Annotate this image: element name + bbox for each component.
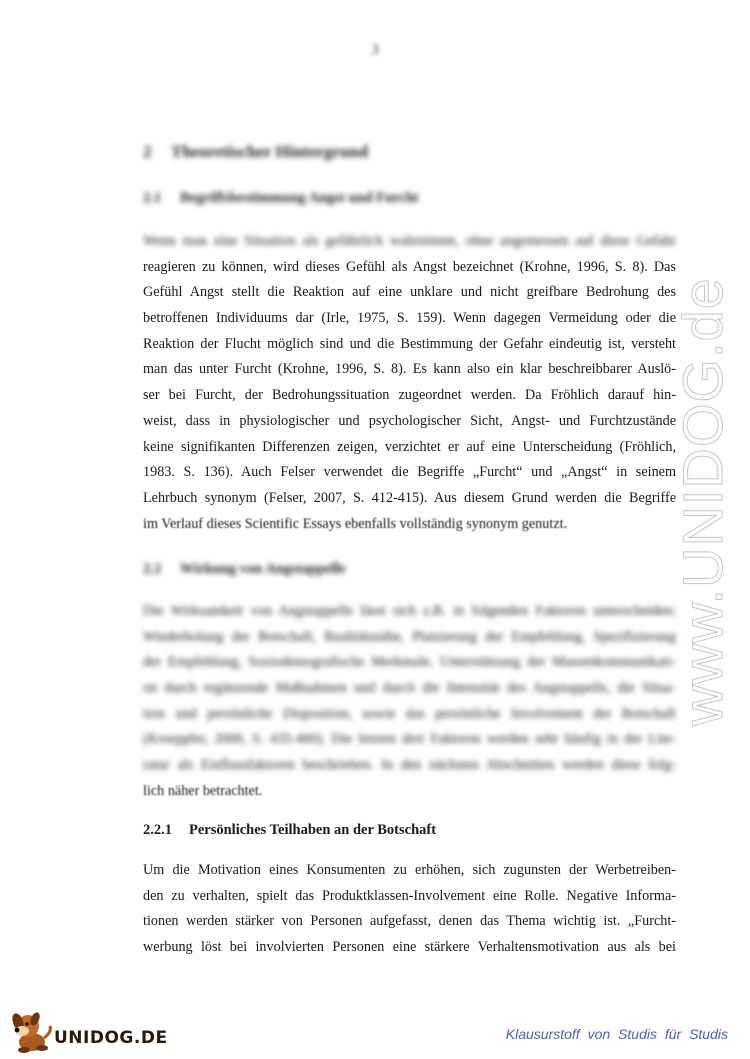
watermark-text: www.UNIDOG.de bbox=[670, 276, 734, 726]
paragraph-line: ser bei Furcht, der Bedrohungssituation zugeordnet werden. Da Fröhlich darauf hin- bbox=[143, 387, 676, 404]
paragraph-line: betroffenen Individuums dar (Irle, 1975, S. 159). Wenn dagegen Vermeidung oder die bbox=[143, 310, 676, 327]
section-number: 2 bbox=[143, 142, 152, 161]
paragraph-line: Die Wirksamkeit von Angstappelle lässt sich z.B. in folgenden Faktoren unterscheiden: bbox=[143, 603, 676, 619]
paragraph-line: lich näher betrachtet. bbox=[143, 782, 263, 799]
paragraph-line: ratur als Einflussfaktoren beschrieben. In den nächsten Abschnitten werden diese folg- bbox=[143, 757, 676, 774]
page-number: 3 bbox=[371, 42, 379, 58]
subsection-number: 2.1 bbox=[143, 190, 162, 206]
paragraph-line: Reaktion der Flucht möglich sind und die Bestimmung der Gefahr eindeutig ist, versteht bbox=[143, 335, 676, 352]
paragraph-line: der Empfehlung, Soziodemografische Merkmale, Unterstützung der Massenkommunikati- bbox=[143, 654, 676, 671]
subsection-title: Begriffsbestimmung Angst und Furcht bbox=[180, 190, 419, 206]
section-heading bbox=[143, 142, 368, 162]
paragraph-line: den zu verhalten, spielt das Produktklassen-Involvement eine Rolle. Negative Informa- bbox=[143, 887, 676, 904]
watermark bbox=[672, 276, 732, 726]
paragraph-line: on durch ergänzende Maßnahmen und durch die Intensität des Angstappells, die Situa- bbox=[143, 680, 676, 697]
paragraph-line: (Kroeppler, 2000, S. 435-460). Die letzten drei Faktoren werden sehr häufig in der Lite- bbox=[143, 731, 676, 748]
paragraph-line: reagieren zu können, wird dieses Gefühl als Angst bezeichnet (Krohne, 1996, S. 8). Das bbox=[143, 258, 676, 275]
paragraph-line: Wenn man eine Situation als gefährlich wahrnimmt, ohne angemessen auf diese Gefahr bbox=[143, 233, 676, 249]
subsection-heading-2-1 bbox=[143, 190, 419, 207]
paragraph-line: Lehrbuch synonym (Felser, 2007, S. 412-415). Aus diesem Grund werden die Begriffe bbox=[143, 489, 676, 506]
paragraph-line: Gefühl Angst stellt die Reaktion auf eine unklare und nicht greifbare Bedrohung des bbox=[143, 284, 676, 301]
dog-mascot-icon bbox=[8, 1008, 56, 1054]
subsubsection-title: Persönliches Teilhaben an der Botschaft bbox=[189, 822, 437, 838]
subsubsection-number: 2.2.1 bbox=[143, 822, 172, 838]
paragraph-line: tionen werden stärker von Personen aufgefasst, denen das Thema wichtig ist. „Furcht- bbox=[143, 913, 676, 930]
paragraph-line: man das unter Furcht (Krohne, 1996, S. 8). Es kann also ein klar beschreibbarer Auslö- bbox=[143, 361, 676, 378]
subsubsection-heading-2-2-1 bbox=[143, 822, 436, 839]
unidog-logo[interactable] bbox=[8, 1008, 168, 1054]
paragraph-line: 1983. S. 136). Auch Felser verwendet die Begriffe „Furcht“ und „Angst“ in seinem bbox=[143, 464, 676, 481]
paragraph-angst-furcht bbox=[143, 229, 676, 537]
logo-text: UNIDOG.DE bbox=[54, 1028, 168, 1048]
subsection-number: 2.2 bbox=[143, 561, 162, 577]
paragraph-line: Um die Motivation eines Konsumenten zu erhöhen, sich zugunsten der Werbetreiben- bbox=[143, 862, 676, 878]
footer-tagline: Klausurstoff von Studis für Studis bbox=[505, 1026, 728, 1042]
section-title: Theoretischer Hintergrund bbox=[171, 142, 369, 161]
paragraph-line: Wiederholung der Botschaft, Realitätsnähe, Platzierung der Empfehlung, Spezifizierung bbox=[143, 628, 676, 645]
paragraph-line: tion und persönliche Disposition, sowie das persönliche Involvement der Botschaft bbox=[143, 705, 676, 722]
paragraph-line: weist, dass in physiologischer und psychologischer Sicht, Angst- und Furchtzustände bbox=[143, 412, 676, 429]
paragraph-line: im Verlauf dieses Scientific Essays ebenfalls vollständig synonym genutzt. bbox=[143, 515, 568, 532]
paragraph-teilhaben bbox=[143, 858, 676, 961]
paragraph-line: werbung löst bei involvierten Personen eine stärkere Verhaltensmotivation aus als bei bbox=[143, 939, 676, 956]
subsection-heading-2-2 bbox=[143, 561, 346, 578]
paragraph-line: keine signifikanten Differenzen zeigen, verzichtet er auf eine Unterscheidung (Fröhlich, bbox=[143, 438, 676, 455]
subsection-title: Wirkung von Angstappelle bbox=[180, 561, 346, 577]
paragraph-wirkung bbox=[143, 599, 676, 805]
